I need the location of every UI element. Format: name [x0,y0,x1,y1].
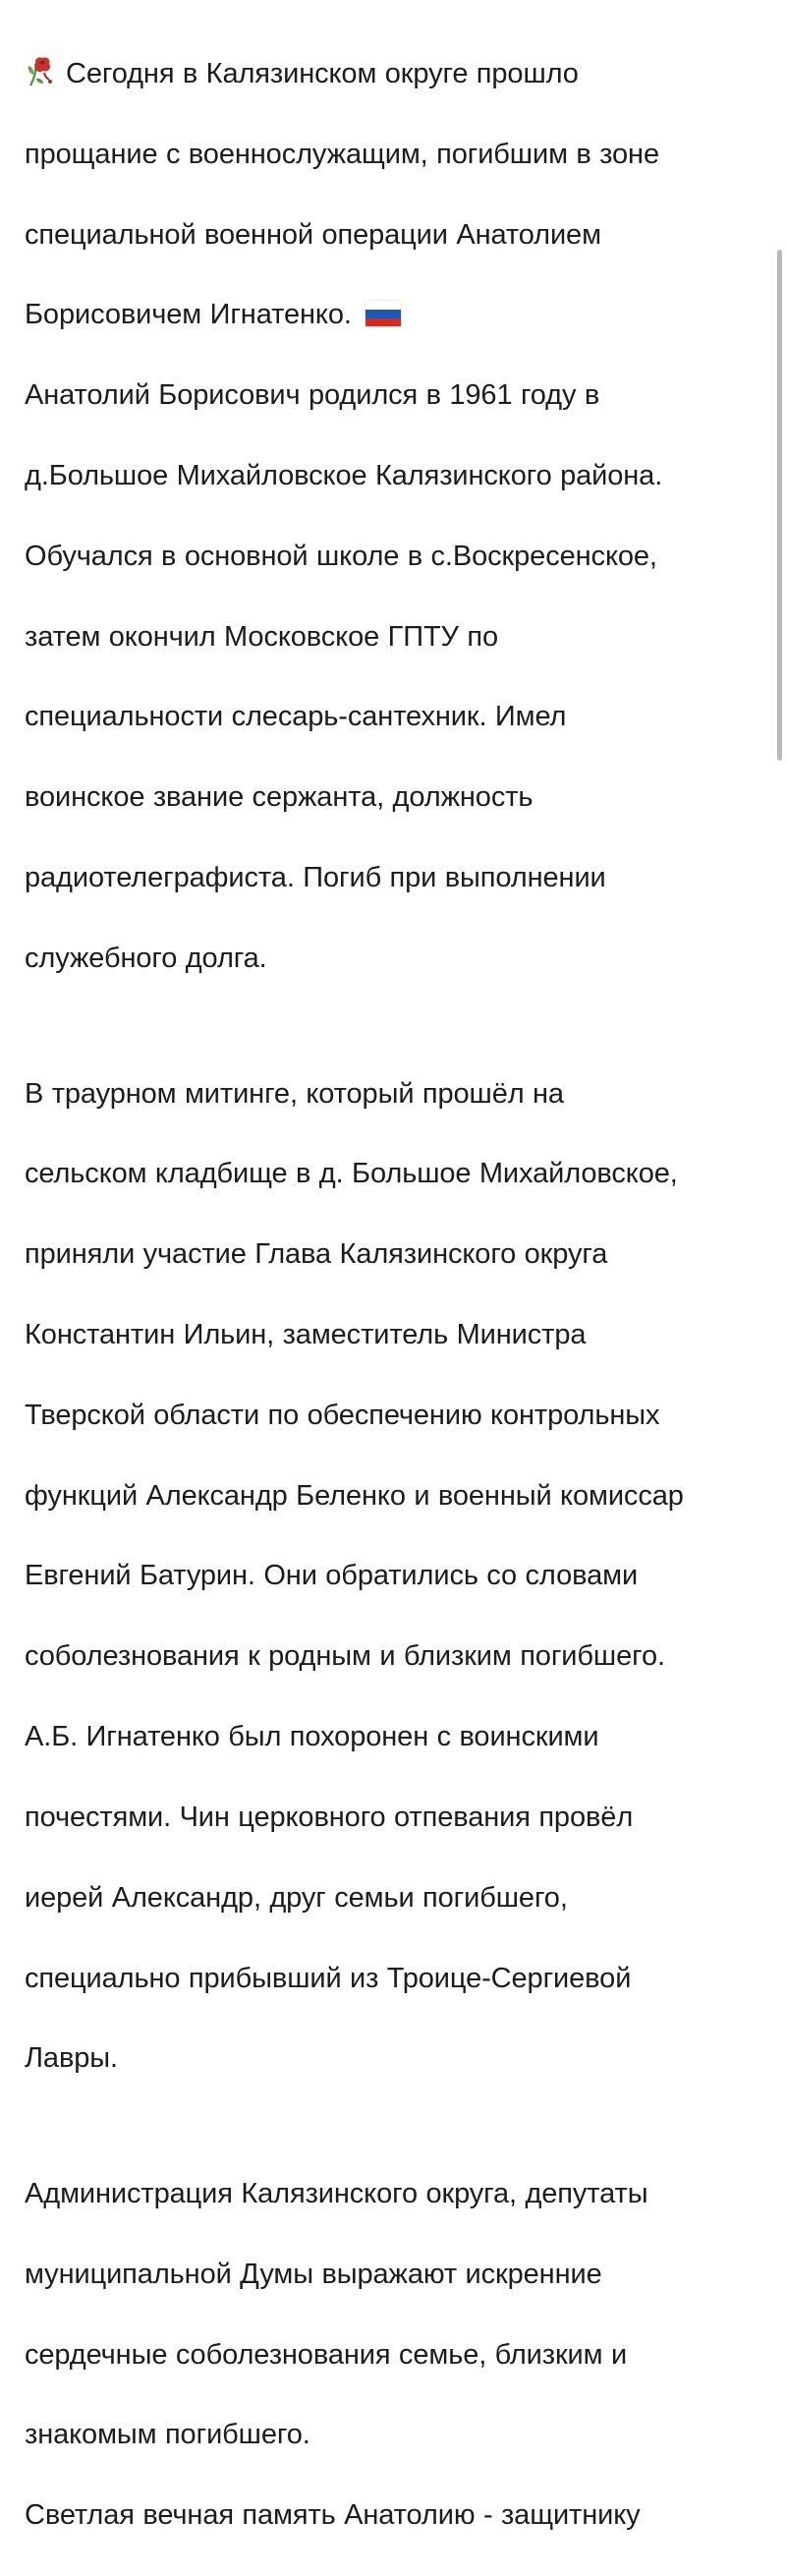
ceremony-line-5: Тверской области по обеспечению контрольных [25,1399,660,1431]
intro-line-10: воинское звание сержанта, должность [25,781,534,814]
post-body [25,14,771,2576]
paragraph-condolences [25,2134,771,2576]
intro-line-5: Анатолий Борисович родился в 1961 году в [25,379,600,412]
paragraph-gap [25,2119,771,2134]
wilted-rose-graphic [25,54,58,87]
paragraph-ceremony [25,1034,771,2119]
paragraph-intro [25,14,771,1019]
condolences-line-1: Администрация Калязинского округа, депутаты [25,2178,648,2210]
condolences-line-5: Светлая вечная память Анатолию - защитнику [25,2499,641,2532]
ceremony-line-12: специально прибывший из Троице-Сергиевой [25,1962,632,1994]
ceremony-line-8: соболезнования к родным и близким погибшего. [25,1640,665,1673]
condolences-line-4: знакомым погибшего. [25,2419,310,2451]
vertical-scrollbar[interactable] [777,250,782,761]
condolences-line-2: муниципальной Думы выражают искренние [25,2258,602,2290]
intro-line-1: Сегодня в Калязинском округе прошло [66,57,579,89]
intro-line-4: Борисовичем Игнатенко. [25,299,352,331]
intro-line-6: д.Большое Михайловское Калязинского района. [25,459,663,491]
text-line [25,295,771,335]
ceremony-line-4: Константин Ильин, заместитель Министра [25,1319,587,1350]
intro-line-3: специальной военной операции Анатолием [25,218,601,251]
wilted-rose-icon [25,54,58,87]
ceremony-line-1: В траурном митинге, который прошёл на [25,1077,564,1110]
intro-line-11: радиотелеграфиста. Погиб при выполнении [25,862,606,894]
condolences-line-3: сердечные соболезнования семье, близким и [25,2338,628,2371]
ceremony-line-2: сельском кладбище в д. Большое Михайловское, [25,1158,678,1190]
intro-line-12: служебного долга. [25,942,267,974]
ceremony-line-3: приняли участие Глава Калязинского округа [25,1238,608,1271]
russian-flag-icon [365,301,401,326]
intro-line-8: затем окончил Московское ГПТУ по [25,620,498,653]
ceremony-line-6: функций Александр Беленко и военный комиссар [25,1479,684,1512]
intro-line-9: специальности слесарь-сантехник. Имел [25,701,567,733]
ceremony-line-11: иерей Александр, друг семьи погибшего, [25,1881,568,1914]
ceremony-line-7: Евгений Батурин. Они обратились со словами [25,1560,639,1592]
paragraph-gap [25,1019,771,1034]
text-line [25,54,771,94]
intro-line-2: прощание с военнослужащим, погибшим в зоне [25,138,659,170]
ceremony-line-10: почестями. Чин церковного отпевания провёл [25,1801,634,1833]
ceremony-line-13: Лавры. [25,2042,118,2075]
intro-line-7: Обучался в основной школе в с.Воскресенское, [25,540,657,572]
ceremony-line-9: А.Б. Игнатенко был похоронен с воинскими [25,1721,599,1753]
